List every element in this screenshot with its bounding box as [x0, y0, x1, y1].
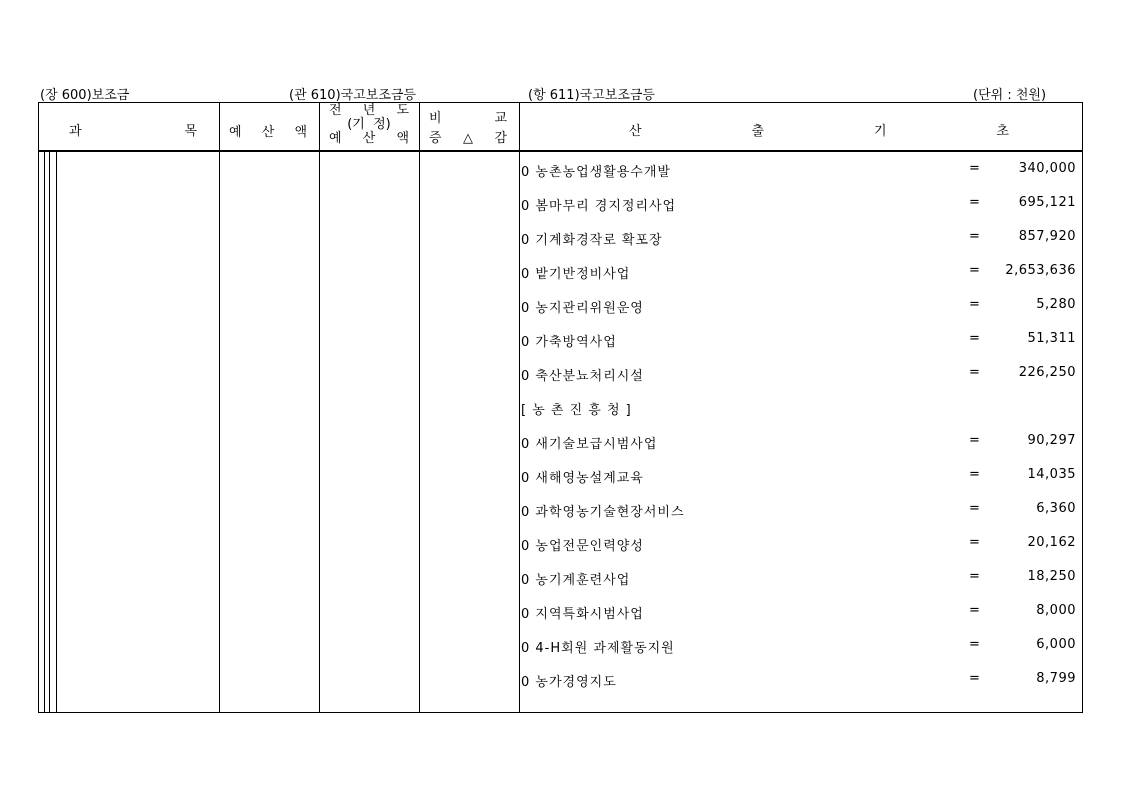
- header-compare-char: △: [463, 131, 473, 146]
- row-equals-sign: =: [969, 195, 980, 210]
- row-amount: 18,250: [1027, 569, 1076, 584]
- table-row: [521, 365, 1076, 385]
- header-compare-char: 증: [429, 131, 442, 146]
- header-budget: [229, 121, 307, 140]
- header-compare-char: 교: [494, 111, 507, 126]
- row-amount: 90,297: [1027, 433, 1076, 448]
- row-item-name: 0 기계화경작로 확포장: [521, 233, 663, 248]
- header-calc-char: 출: [751, 124, 765, 139]
- row-amount: 2,653,636: [1005, 263, 1076, 278]
- table-row: [521, 297, 1076, 317]
- row-equals-sign: =: [969, 467, 980, 482]
- table-row: [521, 433, 1076, 453]
- table-row: [521, 399, 1076, 419]
- row-item-name: 0 봄마무리 경지정리사업: [521, 199, 677, 214]
- header-budget-char: 예: [229, 125, 242, 140]
- table-row: [521, 467, 1076, 487]
- table-row: [521, 263, 1076, 283]
- row-amount: 14,035: [1027, 467, 1076, 482]
- table-row: [521, 501, 1076, 521]
- row-amount: 340,000: [1018, 161, 1076, 176]
- col-divider-2: [319, 103, 320, 712]
- row-equals-sign: =: [969, 501, 980, 516]
- table-row: [521, 331, 1076, 351]
- row-amount: 6,360: [1036, 501, 1076, 516]
- row-amount: 695,121: [1018, 195, 1076, 210]
- row-equals-sign: =: [969, 569, 980, 584]
- table-row: [521, 603, 1076, 623]
- row-amount: 20,162: [1027, 535, 1076, 550]
- row-equals-sign: =: [969, 161, 980, 176]
- item-label: (항 611)국고보조금등: [528, 88, 655, 103]
- row-item-name: 0 4-H회원 과제활동지원: [521, 641, 675, 656]
- header-prev-char: 도: [396, 103, 409, 118]
- header-prev-fixed: (기 정): [347, 117, 391, 132]
- row-amount: 226,250: [1018, 365, 1076, 380]
- row-equals-sign: =: [969, 433, 980, 448]
- row-item-name: 0 축산분뇨처리시설: [521, 369, 644, 384]
- row-equals-sign: =: [969, 603, 980, 618]
- header-subject-left: 과: [69, 124, 82, 139]
- body-rule-1: [44, 152, 45, 712]
- row-amount: 51,311: [1027, 331, 1076, 346]
- header-prev-char: 예: [329, 131, 342, 146]
- table-row: [521, 229, 1076, 249]
- row-item-name: 0 새기술보급시범사업: [521, 437, 658, 452]
- header-compare-char: 비: [429, 111, 442, 126]
- header-calculation-basis: [629, 120, 1009, 139]
- row-equals-sign: =: [969, 671, 980, 686]
- row-item-name: [ 농 촌 진 흥 청 ]: [521, 403, 632, 418]
- body-rule-3: [56, 152, 57, 712]
- header-calc-char: 산: [629, 124, 642, 139]
- header-divider: [39, 150, 1082, 152]
- header-subject: [69, 120, 197, 139]
- row-item-name: 0 농업전문인력양성: [521, 539, 644, 554]
- row-equals-sign: =: [969, 331, 980, 346]
- section-label: (관 610)국고보조금등: [289, 88, 416, 103]
- row-amount: 8,799: [1036, 671, 1076, 686]
- budget-table: [38, 102, 1083, 713]
- row-item-name: 0 지역특화시범사업: [521, 607, 644, 622]
- row-amount: 5,280: [1036, 297, 1076, 312]
- header-calc-char: 초: [996, 124, 1009, 139]
- row-equals-sign: =: [969, 297, 980, 312]
- table-row: [521, 569, 1076, 589]
- row-item-name: 0 가축방역사업: [521, 335, 617, 350]
- header-previous-year: [329, 104, 409, 146]
- row-item-name: 0 새해영농설계교육: [521, 471, 644, 486]
- row-item-name: 0 농촌농업생활용수개발: [521, 165, 671, 180]
- col-divider-4: [519, 103, 520, 712]
- header-prev-char: 전: [329, 103, 342, 118]
- table-row: [521, 161, 1076, 181]
- header-calc-char: 기: [873, 124, 887, 139]
- row-item-name: 0 농기계훈련사업: [521, 573, 631, 588]
- header-budget-char: 액: [294, 125, 307, 140]
- row-equals-sign: =: [969, 365, 980, 380]
- row-equals-sign: =: [969, 637, 980, 652]
- row-equals-sign: =: [969, 229, 980, 244]
- row-equals-sign: =: [969, 263, 980, 278]
- unit-label: (단위 : 천원): [973, 88, 1047, 103]
- header-prev-char: 년: [362, 103, 376, 118]
- col-divider-1: [219, 103, 220, 712]
- table-row: [521, 195, 1076, 215]
- header-subject-right: 목: [184, 124, 197, 139]
- header-comparison: [429, 109, 507, 149]
- row-item-name: 0 과학영농기술현장서비스: [521, 505, 685, 520]
- table-row: [521, 535, 1076, 555]
- row-amount: 857,920: [1018, 229, 1076, 244]
- chapter-label: (장 600)보조금: [40, 88, 130, 103]
- row-amount: 6,000: [1036, 637, 1076, 652]
- table-row: [521, 637, 1076, 657]
- row-item-name: 0 밭기반정비사업: [521, 267, 631, 282]
- header-prev-char: 산: [362, 131, 376, 146]
- row-amount: 8,000: [1036, 603, 1076, 618]
- row-item-name: 0 농지관리위원운영: [521, 301, 644, 316]
- header-compare-char: 감: [494, 131, 507, 146]
- row-item-name: 0 농가경영지도: [521, 675, 617, 690]
- col-divider-3: [419, 103, 420, 712]
- table-row: [521, 671, 1076, 691]
- header-budget-char: 산: [261, 125, 275, 140]
- body-rule-2: [49, 152, 50, 712]
- row-equals-sign: =: [969, 535, 980, 550]
- header-prev-char: 액: [396, 131, 409, 146]
